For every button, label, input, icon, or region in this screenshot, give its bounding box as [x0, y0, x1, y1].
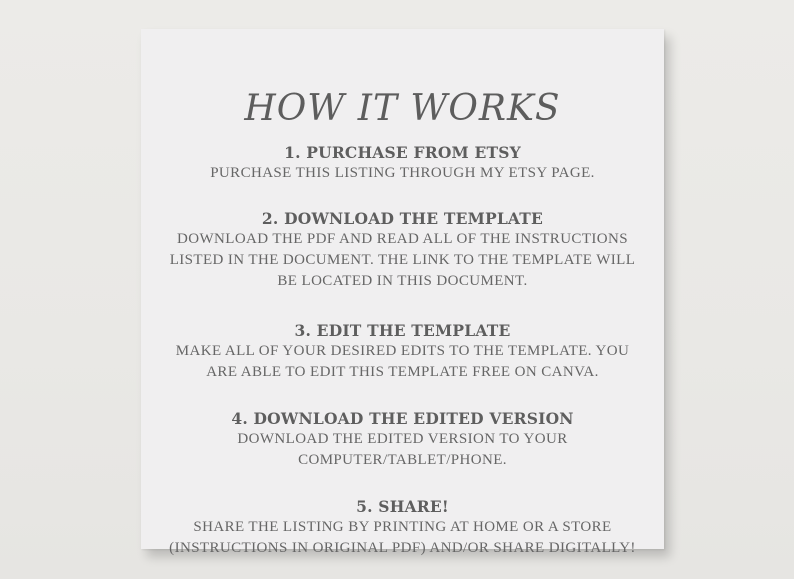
step-2	[141, 209, 664, 292]
step-heading: 3. EDIT THE TEMPLATE	[294, 321, 511, 340]
step-line: COMPUTER/TABLET/PHONE.	[298, 452, 507, 468]
step-heading: 2. DOWNLOAD THE TEMPLATE	[261, 209, 544, 228]
step-5	[141, 497, 664, 559]
step-line: (INSTRUCTIONS IN ORIGINAL PDF) AND/OR SHARE DIGITALLY!	[169, 540, 636, 556]
step-line: PURCHASE THIS LISTING THROUGH MY ETSY PAGE.	[210, 165, 595, 181]
step-heading: 4. DOWNLOAD THE EDITED VERSION	[231, 409, 574, 428]
step-line: DOWNLOAD THE EDITED VERSION TO YOUR	[237, 431, 568, 447]
step-heading: 5. SHARE!	[356, 497, 449, 516]
instruction-card	[141, 29, 664, 556]
step-heading: 1. PURCHASE FROM ETSY	[284, 143, 521, 162]
step-4	[141, 409, 664, 471]
step-line: SHARE THE LISTING BY PRINTING AT HOME OR A STORE	[193, 519, 612, 535]
step-line: LISTED IN THE DOCUMENT. THE LINK TO THE TEMPLATE WILL	[169, 252, 636, 268]
step-line: DOWNLOAD THE PDF AND READ ALL OF THE INSTRUCTIONS	[177, 231, 628, 247]
step-3	[141, 321, 664, 383]
step-line: MAKE ALL OF YOUR DESIRED EDITS TO THE TEMPLATE. YOU	[175, 343, 630, 359]
step-line: ARE ABLE TO EDIT THIS TEMPLATE FREE ON CANVA.	[206, 364, 599, 380]
card-title: HOW IT WORKS	[244, 88, 561, 129]
step-1	[141, 143, 664, 184]
step-line: BE LOCATED IN THIS DOCUMENT.	[277, 273, 528, 289]
